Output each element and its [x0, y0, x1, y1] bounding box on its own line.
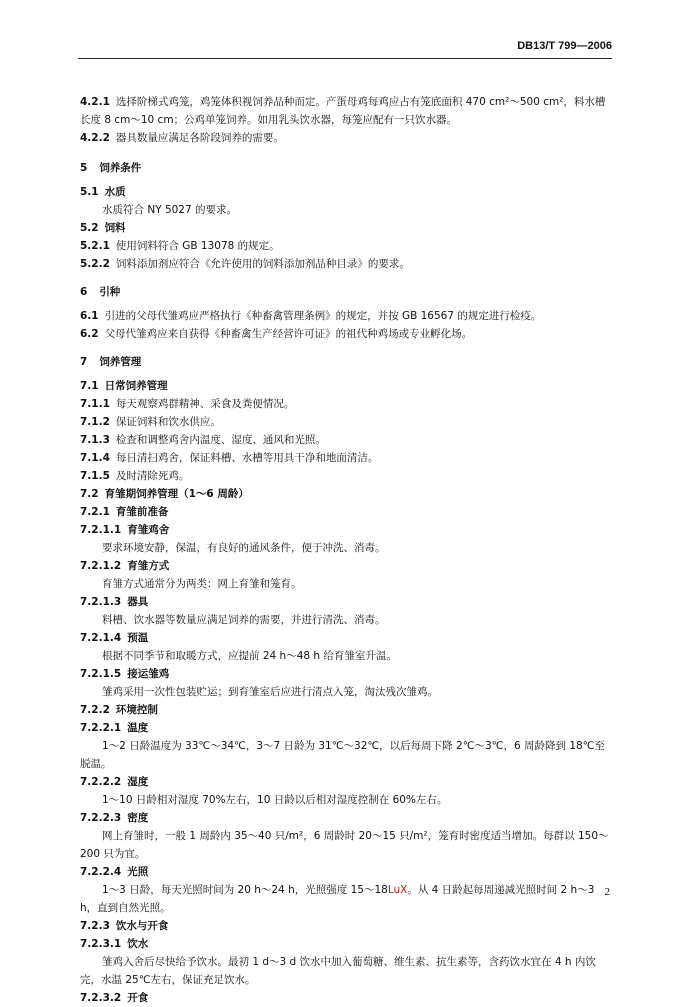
clause-7-2-1-4-text: 根据不同季节和取暖方式，应提前 24 h～48 h 给育雏室升温。: [102, 650, 397, 662]
lux-unit: LuX: [387, 884, 408, 896]
document-number: DB13/T 799—2006: [517, 40, 612, 52]
clause-7-2-3-heading: 7.2.3 饮水与开食: [80, 920, 169, 932]
section-6-heading: 6 引种: [80, 286, 121, 298]
clause-5-2-heading: 5.2 饲料: [80, 222, 126, 234]
clause-7-2-2-1-text: 1～2 日龄温度为 33℃～34℃，3～7 日龄为 31℃～32℃，以后每周下降 2℃～3℃，6 周龄降到 18℃至脱温。: [80, 740, 605, 770]
clause-6-2: 6.2 父母代雏鸡应来自获得《种畜禽生产经营许可证》的祖代种鸡场或专业孵化场。: [80, 328, 473, 340]
clause-7-2-1-2-text: 育雏方式通常分为两类：网上育雏和笼育。: [102, 578, 302, 590]
clause-7-2-2-4-text: 1～3 日龄，每天光照时间为 20 h～24 h，光照强度 15～18LuX。从 4 日龄起每周递减光照时间 2 h～3 h，直到自然光照。: [80, 884, 595, 914]
clause-7-2-1-3-text: 料槽、饮水器等数量应满足饲养的需要，并进行清洗、消毒。: [102, 614, 386, 626]
clause-7-1-2: 7.1.2 保证饲料和饮水供应。: [80, 416, 221, 428]
header-rule: [78, 58, 612, 59]
clause-4-2-2: 4.2.2 器具数量应满足各阶段饲养的需要。: [80, 132, 284, 144]
clause-6-1: 6.1 引进的父母代雏鸡应严格执行《种畜禽管理条例》的规定，并按 GB 16567 的规定进行检疫。: [80, 310, 542, 322]
clause-7-2-3-1-heading: 7.2.3.1 饮水: [80, 938, 149, 950]
clause-7-1-3: 7.1.3 检查和调整鸡舍内温度、湿度、通风和光照。: [80, 434, 326, 446]
clause-5-1-text: 水质符合 NY 5027 的要求。: [102, 204, 238, 216]
clause-7-2-3-2-heading: 7.2.3.2 开食: [80, 992, 149, 1004]
clause-7-2-1-1-text: 要求环境安静，保温，有良好的通风条件，便于冲洗、消毒。: [102, 542, 386, 554]
clause-7-1-1: 7.1.1 每天观察鸡群精神、采食及粪便情况。: [80, 398, 295, 410]
clause-7-2-2-3-text: 网上育雏时，一般 1 周龄内 35～40 只/m²，6 周龄时 20～15 只/m²，笼育时密度适当增加。每群以 150～200 只为宜。: [80, 830, 609, 860]
clause-5-1-heading: 5.1 水质: [80, 186, 126, 198]
page-number: 2: [604, 886, 610, 898]
clause-7-2-2-1-heading: 7.2.2.1 温度: [80, 722, 149, 734]
clause-7-2-heading: 7.2 育雏期饲养管理（1～6 周龄）: [80, 488, 249, 500]
clause-7-2-2-4-heading: 7.2.2.4 光照: [80, 866, 149, 878]
clause-7-2-1-1-heading: 7.2.1.1 育雏鸡舍: [80, 524, 170, 536]
clause-4-2-1: 4.2.1 选择阶梯式鸡笼，鸡笼体积视饲养品种而定。产蛋母鸡每鸡应占有笼底面积 470 cm²～500 cm²，料水槽长度 8 cm～10 cm；公鸡单笼饲养。如用乳头饮水器，每笼应配有一只饮水器。: [80, 96, 606, 126]
clause-7-2-1-4-heading: 7.2.1.4 预温: [80, 632, 149, 644]
clause-7-2-1-2-heading: 7.2.1.2 育雏方式: [80, 560, 170, 572]
clause-7-2-1-heading: 7.2.1 育雏前准备: [80, 506, 169, 518]
clause-5-2-2: 5.2.2 饲料添加剂应符合《允许使用的饲料添加剂品种目录》的要求。: [80, 258, 410, 270]
clause-7-2-2-2-text: 1～10 日龄相对湿度 70%左右，10 日龄以后相对湿度控制在 60%左右。: [102, 794, 448, 806]
clause-7-2-2-heading: 7.2.2 环境控制: [80, 704, 158, 716]
clause-7-2-1-3-heading: 7.2.1.3 器具: [80, 596, 149, 608]
clause-7-1-heading: 7.1 日常饲养管理: [80, 380, 168, 392]
clause-7-2-2-3-heading: 7.2.2.3 密度: [80, 812, 149, 824]
clause-7-1-4: 7.1.4 每日清扫鸡舍，保证料槽、水槽等用具干净和地面清洁。: [80, 452, 379, 464]
clause-7-2-1-5-heading: 7.2.1.5 接运雏鸡: [80, 668, 170, 680]
clause-5-2-1: 5.2.1 使用饲料符合 GB 13078 的规定。: [80, 240, 280, 252]
clause-7-2-2-2-heading: 7.2.2.2 湿度: [80, 776, 149, 788]
clause-7-2-1-5-text: 雏鸡采用一次性包装贮运；到育雏室后应进行清点入笼，淘汰残次雏鸡。: [102, 686, 438, 698]
clause-7-1-5: 7.1.5 及时清除死鸡。: [80, 470, 190, 482]
section-5-heading: 5 饲养条件: [80, 162, 142, 174]
section-7-heading: 7 饲养管理: [80, 356, 142, 368]
document-body: [80, 93, 612, 1007]
clause-7-2-3-1-text: 雏鸡入舍后尽快给予饮水。最初 1 d～3 d 饮水中加入葡萄糖、维生素、抗生素等，含药饮水宜在 4 h 内饮完，水温 25℃左右，保证充足饮水。: [80, 956, 596, 986]
